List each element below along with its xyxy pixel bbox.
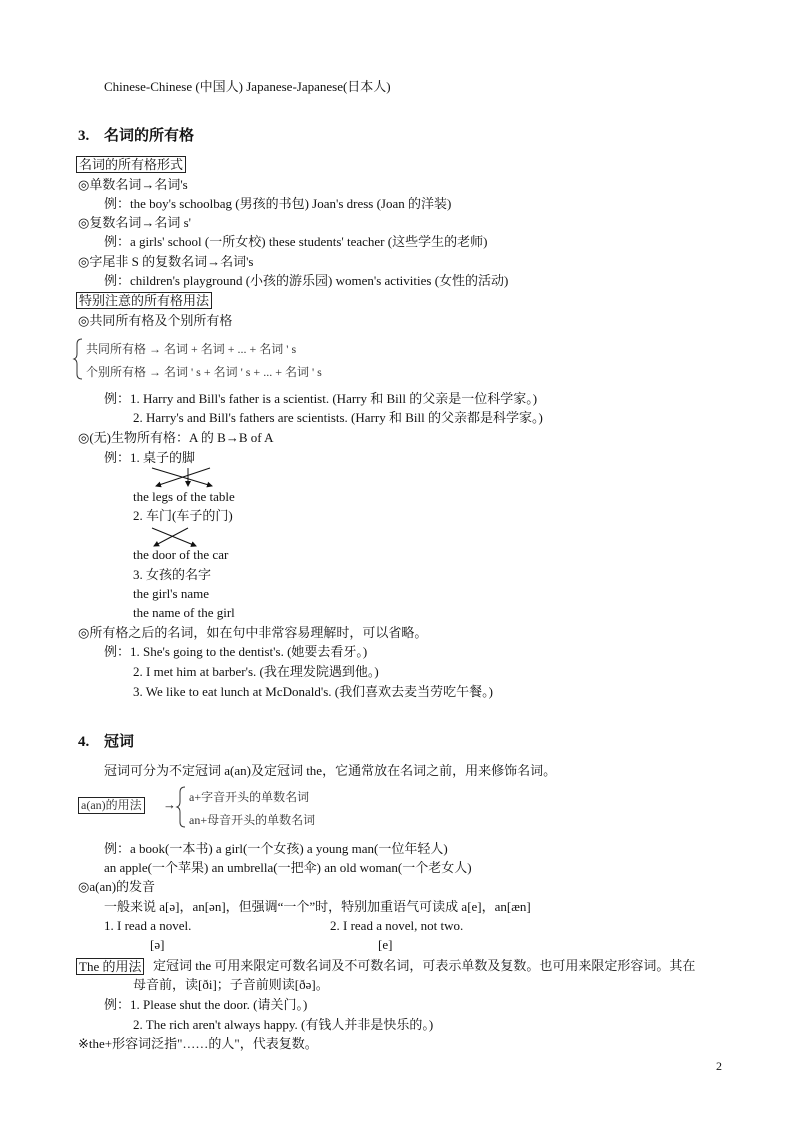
section-3-title: 名词的所有格 (104, 128, 195, 144)
boxed-heading-special-usage: 特别注意的所有格用法 (76, 292, 212, 309)
pronunciation-example-2: 2. I read a novel, not two. (330, 918, 464, 933)
rule-irregular-plural: ◎字尾非 S 的复数名词→名词's (78, 254, 254, 269)
example-plural: 例：a girls' school (一所女校) these students' teacher (这些学生的老师) (104, 234, 488, 249)
pronunciation-example-1: 1. I read a novel. (104, 918, 192, 933)
section-3-number: 3. (78, 128, 90, 144)
the-usage-text: 定冠词 the 可用来限定可数名词及不可数名词，可表示单数及复数。也可用来限定形容词。其在 (153, 958, 696, 973)
example-inanimate-1: 例：1. 桌子的脚 (104, 450, 196, 465)
phonetic-a-strong: [e] (378, 937, 393, 952)
example-omission-1: 例：1. She's going to the dentist's. (她要去看牙。) (104, 644, 368, 659)
rule-singular: ◎单数名词→名词's (78, 177, 188, 192)
example-inanimate-3-a: the girl's name (133, 586, 209, 601)
section-4-title: 冠词 (104, 734, 135, 750)
example-omission-3: 3. We like to eat lunch at McDonald's. (我们喜欢去麦当劳吃午餐。) (133, 684, 493, 699)
rule-pronunciation: ◎a(an)的发音 (78, 879, 156, 894)
example-inanimate-3-b: the name of the girl (133, 605, 235, 620)
formula-a-usage: a+字音开头的单数名词 (189, 790, 310, 804)
example-inanimate-1-english: the legs of the table (133, 489, 235, 504)
brace-icon (74, 338, 84, 380)
nationality-example: Chinese-Chinese (中国人) Japanese-Japanese(日本人) (104, 79, 391, 94)
boxed-heading-a-an-usage: a(an)的用法 (78, 797, 145, 814)
brace-icon (177, 786, 187, 828)
formula-individual-possessive: 个别所有格 → 名词 ' s + 名词 ' s + ... + 名词 ' s (86, 365, 322, 379)
example-articles-2: an apple(一个苹果) an umbrella(一把伞) an old woman(一个老女人) (104, 860, 472, 875)
boxed-heading-the-usage: The 的用法 (76, 958, 144, 975)
crossing-arrows-icon (140, 526, 210, 548)
example-inanimate-2: 2. 车门(车子的门) (133, 508, 233, 523)
articles-intro: 冠词可分为不定冠词 a(an)及定冠词 the，它通常放在名词之前，用来修饰名词。 (104, 763, 557, 778)
example-joint-1: 例：1. Harry and Bill's father is a scientist. (Harry 和 Bill 的父亲是一位科学家。) (104, 391, 538, 406)
the-usage-text-cont: 母音前，读[ði]；子音前则读[ðə]。 (133, 977, 329, 992)
crossing-arrows-icon (140, 466, 230, 490)
formula-joint-possessive: 共同所有格 → 名词 + 名词 + ... + 名词 ' s (86, 342, 297, 356)
section-4-number: 4. (78, 734, 90, 750)
note-the-adjective: ※the+形容词泛指"……的人"，代表复数。 (78, 1036, 318, 1051)
phonetic-a-weak: [ə] (150, 937, 165, 952)
rule-omission: ◎所有格之后的名词，如在句中非常容易理解时，可以省略。 (78, 625, 428, 640)
example-the-2: 2. The rich aren't always happy. (有钱人并非是快乐的。) (133, 1017, 434, 1032)
boxed-heading-possessive-forms: 名词的所有格形式 (76, 156, 186, 173)
rule-inanimate: ◎(无)生物所有格：A 的 B→B of A (78, 430, 274, 445)
rule-plural: ◎复数名词→名词 s' (78, 215, 191, 230)
example-joint-2: 2. Harry's and Bill's fathers are scientists. (Harry 和 Bill 的父亲都是科学家。) (133, 410, 543, 425)
example-articles-1: 例：a book(一本书) a girl(一个女孩) a young man(一位年轻人) (104, 841, 448, 856)
formula-an-usage: an+母音开头的单数名词 (189, 813, 316, 827)
example-the-1: 例：1. Please shut the door. (请关门。) (104, 997, 308, 1012)
example-singular: 例：the boy's schoolbag (男孩的书包) Joan's dress (Joan 的洋装) (104, 196, 452, 211)
rule-joint-individual: ◎共同所有格及个别所有格 (78, 313, 233, 328)
page-number: 2 (716, 1059, 722, 1073)
example-inanimate-2-english: the door of the car (133, 547, 229, 562)
pronunciation-explanation: 一般来说 a[ə]，an[ən]，但强调“一个”时，特别加重语气可读成 a[e]，an[æn] (104, 899, 531, 914)
example-irregular-plural: 例：children's playground (小孩的游乐园) women's activities (女性的活动) (104, 273, 509, 288)
example-omission-2: 2. I met him at barber's. (我在理发院遇到他。) (133, 664, 379, 679)
arrow-icon: → (163, 797, 176, 812)
example-inanimate-3: 3. 女孩的名字 (133, 567, 212, 582)
